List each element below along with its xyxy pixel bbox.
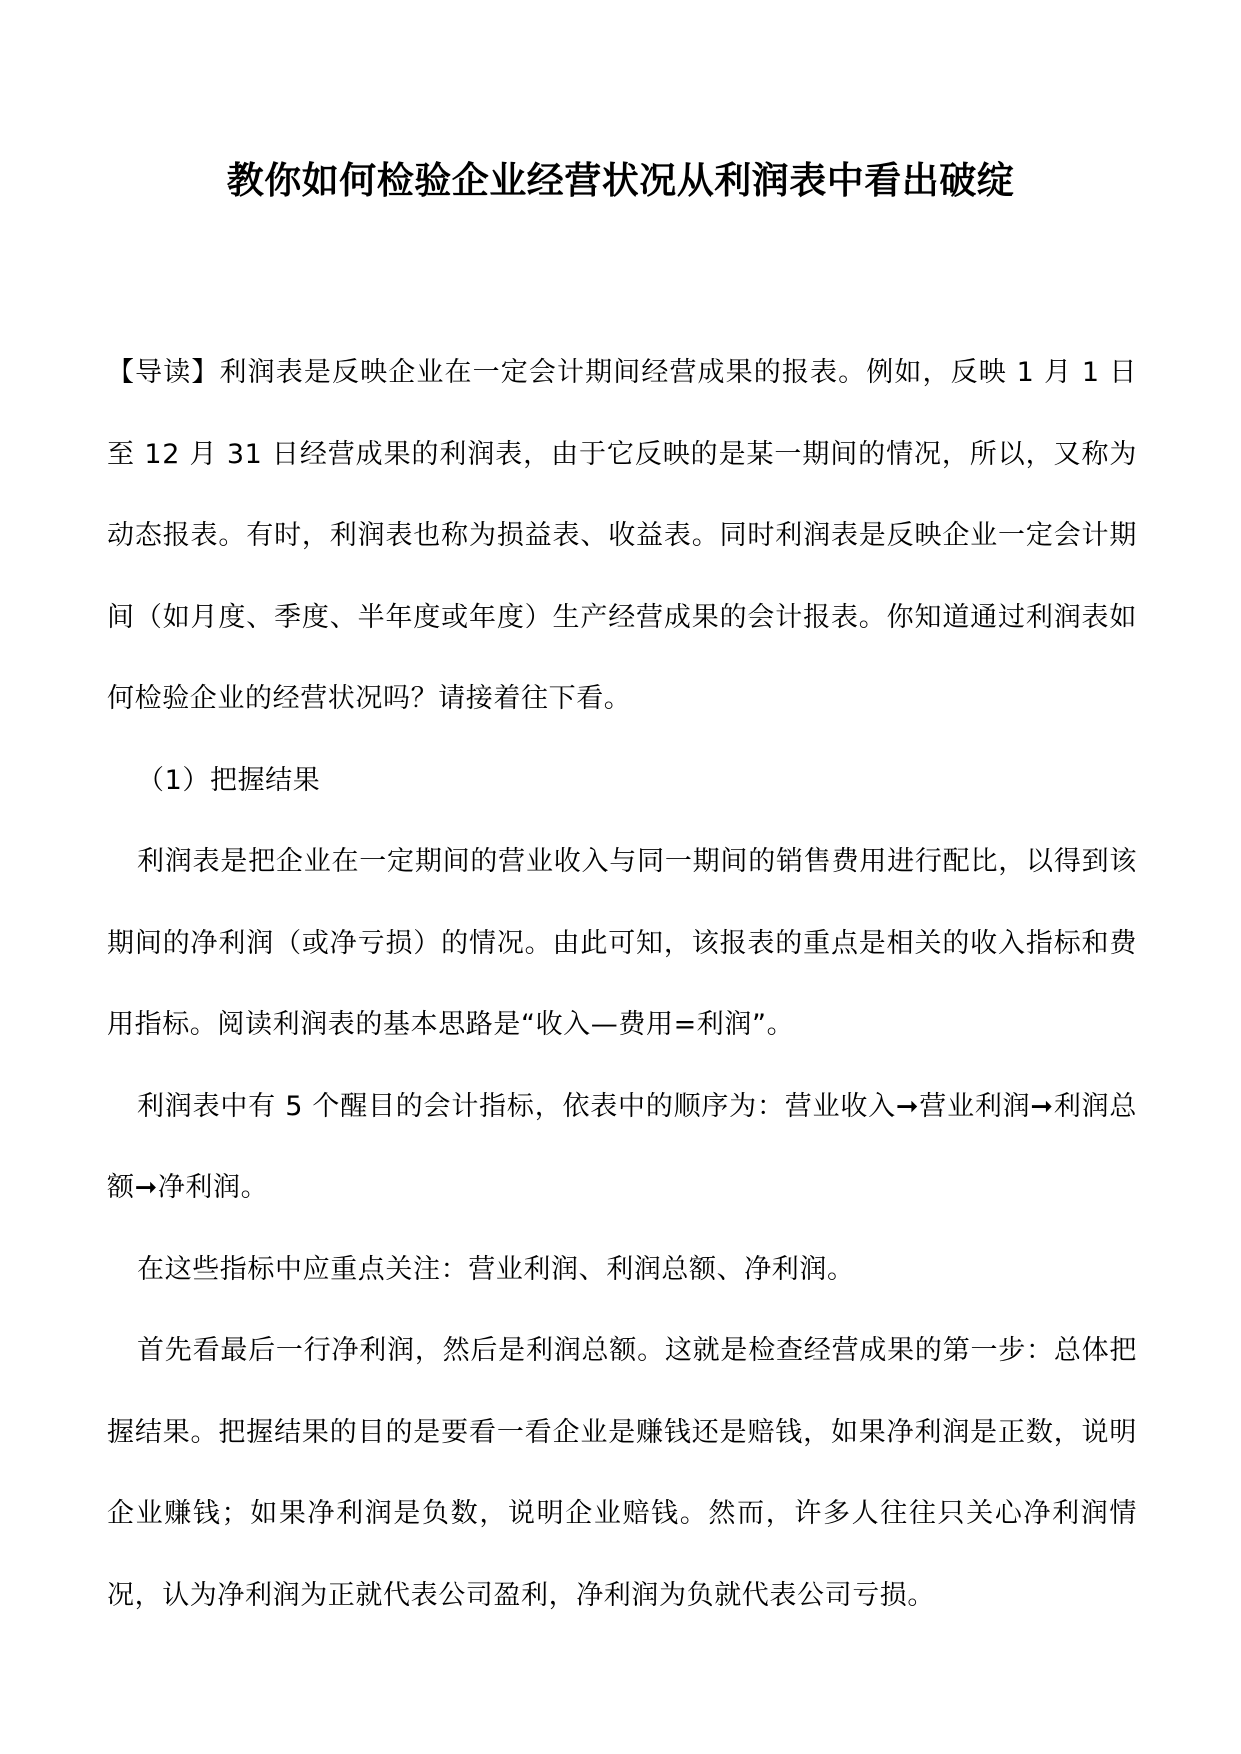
paragraph-net-profit: 首先看最后一行净利润，然后是利润总额。这就是检查经营成果的第一步：总体把握结果。把握结果的目的是要看一看企业是赚钱还是赔钱，如果净利润是正数，说明企业赚钱；如果净利润是负数，说明企业赔钱。然而，许多人往往只关心净利润情况，认为净利润为正就代表公司盈利，净利润为负就代表公司亏损。	[107, 1335, 1137, 1611]
paragraph-intro: 【导读】利润表是反映企业在一定会计期间经营成果的报表。例如，反映 1 月 1 日至 12 月 31 日经营成果的利润表，由于它反映的是某一期间的情况，所以，又称为动态报表。有时，利润表也称为损益表、收益表。同时利润表是反映企业一定会计期间（如月度、季度、半年度或年度）生产经营成果的会计报表。你知道通过利润表如何检验企业的经营状况吗？请接着往下看。	[107, 357, 1137, 714]
paragraph-focus-indicators: 在这些指标中应重点关注：营业利润、利润总额、净利润。	[137, 1253, 855, 1285]
document-body	[107, 332, 1137, 1636]
paragraph-income-statement-basics: 利润表是把企业在一定期间的营业收入与同一期间的销售费用进行配比，以得到该期间的净利润（或净亏损）的情况。由此可知，该报表的重点是相关的收入指标和费用指标。阅读利润表的基本思路是“收入—费用=利润”。	[107, 846, 1137, 1040]
document-title: 教你如何检验企业经营状况从利润表中看出破绽	[226, 158, 1015, 202]
paragraph-key-indicators: 利润表中有 5 个醒目的会计指标，依表中的顺序为：营业收入➞营业利润➞利润总额➞净利润。	[107, 1090, 1137, 1203]
section-heading-grasp-results: （1）把握结果	[137, 764, 321, 796]
